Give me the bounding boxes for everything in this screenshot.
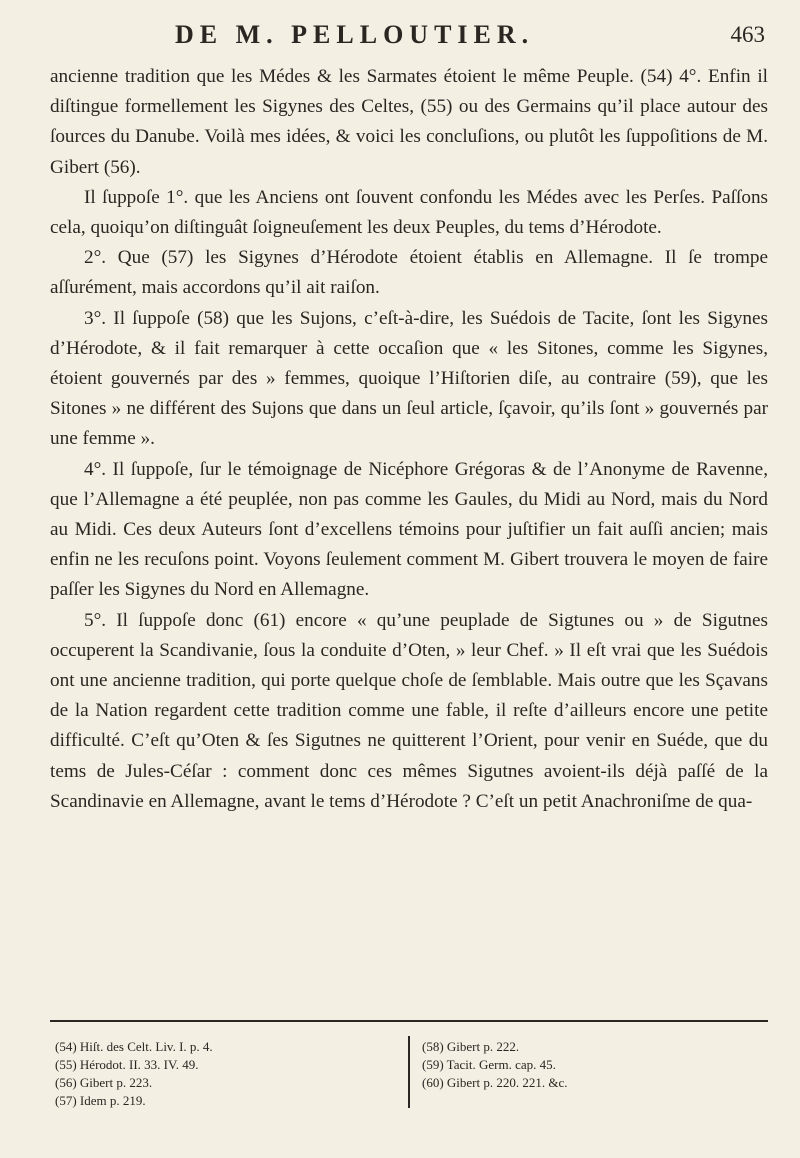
- paragraph: 4°. Il ſuppoſe, ſur le témoignage de Nicéphore Grégoras & de l’Anonyme de Ravenne, que l’Allemagne a été peuplée, non pas comme les Gaules, du Midi au Nord, mais du Nord au Midi. Ces deux Auteurs ſont d’excellens témoins pour juſtifier un fait auſſi ancien; mais enfin ne les recuſons point. Voyons ſeulement comment M. Gibert trouvera le moyen de faire paſſer les Sigynes du Nord en Allemagne.: [50, 458, 768, 601]
- paragraph: 5°. Il ſuppoſe donc (61) encore « qu’une peuplade de Sigtunes ou » de Sigutnes occuperent la Scandivanie, ſous la conduite d’Oten, » leur Chef. » Il eſt vrai que les Suédois ont une ancienne tradition, qui porte quelque choſe de ſemblable. Mais outre que les Sçavans de la Nation regardent cette tradition comme une fable, il reſte d’ailleurs encore une petite difficulté. C’eſt qu’Oten & ſes Sigutnes ne quitterent l’Orient, pour venir en Suéde, que du tems de Jules-Céſar : comment donc ces mêmes Sigutnes avoient-ils déjà paſſé de la Scandinavie en Allemagne, avant le tems d’Hérodote ? C’eſt un petit Anachroniſme de qua-: [50, 609, 768, 812]
- footnotes-left: [55, 1038, 385, 1110]
- footnote-column-divider: [408, 1036, 410, 1108]
- paragraph: Il ſuppoſe 1°. que les Anciens ont ſouvent confondu les Médes avec les Perſes. Paſſons cela, quoiqu’on diſtinguât ſoigneuſement les deux Peuples, du tems d’Hérodote.: [50, 186, 768, 239]
- footnote: (60) Gibert p. 220. 221. &c.: [422, 1075, 568, 1090]
- page-number: 463: [730, 22, 765, 47]
- paragraph: 3°. Il ſuppoſe (58) que les Sujons, c’eſt-à-dire, les Suédois de Tacite, ſont les Sigynes d’Hérodote, & il fait remarquer à cette occaſion que « les Sitones, comme les Sigynes, étoient gouvernés par des » femmes, quoique l’Hiſtorien diſe, au contraire (59), que les Sitones » ne différent des Sujons que dans un ſeul article, ſçavoir, qu’ils ſont » gouvernés par une femme ».: [50, 307, 768, 450]
- body-text: [50, 62, 768, 817]
- paragraph: 2°. Que (57) les Sigynes d’Hérodote étoient établis en Allemagne. Il ſe trompe aſſurément, mais accordons qu’il ait raiſon.: [50, 247, 768, 299]
- footnotes-right: [422, 1038, 762, 1092]
- running-head: DE M. PELLOUTIER.: [175, 20, 535, 49]
- page-header: [165, 12, 765, 52]
- footnote: (56) Gibert p. 223.: [55, 1075, 153, 1090]
- footnote: (57) Idem p. 219.: [55, 1093, 146, 1108]
- footnote: (58) Gibert p. 222.: [422, 1039, 520, 1054]
- footnote: (55) Hérodot. II. 33. IV. 49.: [55, 1057, 199, 1072]
- footnote: (54) Hiſt. des Celt. Liv. I. p. 4.: [55, 1039, 213, 1054]
- paragraph-continuation: ancienne tradition que les Médes & les Sarmates étoient le même Peuple. (54) 4°. Enfin il diſtingue formellement les Sigynes des Celtes, (55) ou des Germains qu’il place autour des ſources du Danube. Voilà mes idées, & voici les concluſions, ou plutôt les ſuppoſitions de M. Gibert (56).: [50, 66, 768, 178]
- footnote: (59) Tacit. Germ. cap. 45.: [422, 1057, 556, 1072]
- footnote-rule: [50, 1020, 768, 1022]
